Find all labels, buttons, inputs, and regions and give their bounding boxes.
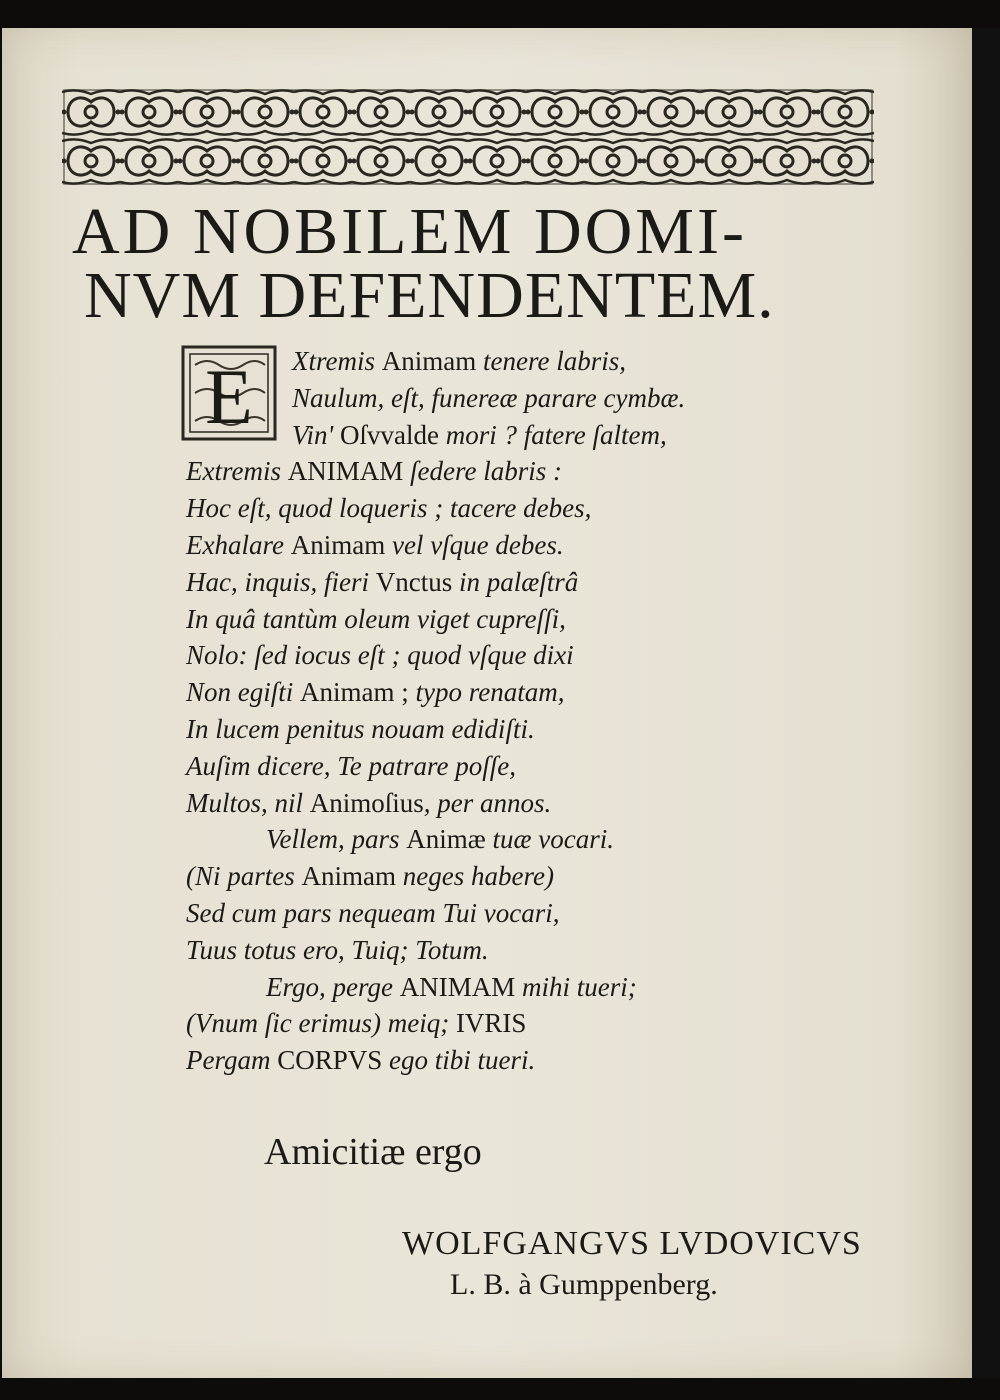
poem-line-segment: IVRIS xyxy=(455,1008,527,1039)
poem-line xyxy=(186,527,806,564)
poem-line xyxy=(186,748,806,785)
poem-line xyxy=(186,895,806,932)
poem-line-segment: Xtremis xyxy=(292,346,382,376)
poem-line xyxy=(186,343,806,380)
poem-line-segment: ſedere labris : xyxy=(410,456,562,487)
poem-line-segment: Exhalare xyxy=(186,529,291,560)
page-edge xyxy=(972,28,1000,1378)
poem-line-segment: In quâ tantùm oleum viget cupreſſi, xyxy=(186,603,566,634)
poem-line-segment: in palæſtrâ xyxy=(459,566,579,597)
poem-line-segment: neges habere) xyxy=(402,861,554,892)
poem-line-segment: Vnctus xyxy=(375,566,459,597)
poem-line-segment: Animam xyxy=(290,529,392,560)
poem-line-segment: Naulum, eſt, funereæ parare cymbæ. xyxy=(292,382,686,413)
poem-line-segment: CORPVS xyxy=(277,1045,390,1076)
signature-title: L. B. à Gumppenberg. xyxy=(450,1268,718,1301)
poem-line-segment: mihi tueri; xyxy=(522,971,637,1002)
poem-line-segment: tenere labris, xyxy=(483,346,626,376)
poem-line xyxy=(186,380,806,417)
poem-line-segment: Sed cum pars nequeam Tui vocari, xyxy=(186,897,560,928)
poem-line-segment: Animam xyxy=(381,346,483,376)
poem-line-segment: vel vſque debes. xyxy=(391,529,564,560)
signature-name: WOLFGANGVS LVDOVICVS xyxy=(402,1225,862,1262)
title-line-2: NVM DEFENDENTEM. xyxy=(84,259,775,332)
page-title xyxy=(72,195,902,332)
poem-line xyxy=(186,453,806,490)
poem-line xyxy=(186,564,806,601)
poem-line-segment: Vellem, pars xyxy=(266,824,407,855)
poem-line-segment: Non egiſti xyxy=(186,677,300,708)
salutation: Amicitiæ ergo xyxy=(264,1131,482,1173)
poem-line-segment: ANIMAM xyxy=(287,456,410,487)
poem-line-segment: typo renatam, xyxy=(415,677,565,708)
poem-line-segment: Ergo, perge xyxy=(266,971,400,1002)
poem-line xyxy=(186,969,806,1006)
poem-line xyxy=(186,674,806,711)
poem-text xyxy=(186,343,806,1079)
poem-line-segment: Animam xyxy=(301,861,403,892)
poem-line-segment: , per annos. xyxy=(423,787,552,818)
poem-line-segment: Animæ xyxy=(406,824,493,855)
poem-line xyxy=(186,637,806,674)
poem-line-segment: ANIMAM xyxy=(399,971,522,1002)
poem-line xyxy=(186,932,806,969)
poem-line-segment: Multos, nil xyxy=(186,787,310,818)
title-line-1: AD NOBILEM DOMI- xyxy=(72,195,747,268)
poem-line xyxy=(186,1042,806,1079)
poem-line xyxy=(186,785,806,822)
poem-line xyxy=(186,711,806,748)
poem-line xyxy=(186,821,806,858)
poem-line-segment: Hoc eſt, quod loqueris ; tacere debes, xyxy=(186,493,592,524)
poem-line-segment: Tuus totus ero, Tuiq; Totum. xyxy=(186,934,489,965)
poem-line xyxy=(186,490,806,527)
poem-line-segment: mori ? fatere ſaltem, xyxy=(445,419,667,450)
svg-text:E: E xyxy=(205,353,253,440)
poem-line-segment: tuæ vocari. xyxy=(492,824,614,855)
poem-line xyxy=(186,601,806,638)
poem-line-segment: Animam ; xyxy=(300,677,416,708)
poem-line-segment: In lucem penitus nouam edidiſti. xyxy=(186,713,535,744)
poem-line-segment: Oſvvalde xyxy=(340,419,446,450)
poem-line-segment: Auſim dicere, Te patrare poſſe, xyxy=(186,750,516,781)
poem-line xyxy=(186,1005,806,1042)
poem-line xyxy=(186,858,806,895)
poem-line-segment: Vin' xyxy=(292,419,341,450)
poem-line xyxy=(186,417,806,454)
ornamental-headband xyxy=(62,88,874,186)
poem-line-segment: Animoſius xyxy=(309,787,424,818)
poem-line-segment: Hac, inquis, fieri xyxy=(186,566,376,597)
poem-line-segment: Pergam xyxy=(186,1045,278,1076)
poem-line-segment: ego tibi tueri. xyxy=(389,1045,536,1076)
poem-line-segment: (Ni partes xyxy=(186,861,302,892)
poem-line-segment: (Vnum ſic erimus) meiq; xyxy=(186,1008,456,1039)
poem-line-segment: Nolo: ſed iocus eſt ; quod vſque dixi xyxy=(186,640,574,671)
poem-line-segment: Extremis xyxy=(186,456,288,487)
